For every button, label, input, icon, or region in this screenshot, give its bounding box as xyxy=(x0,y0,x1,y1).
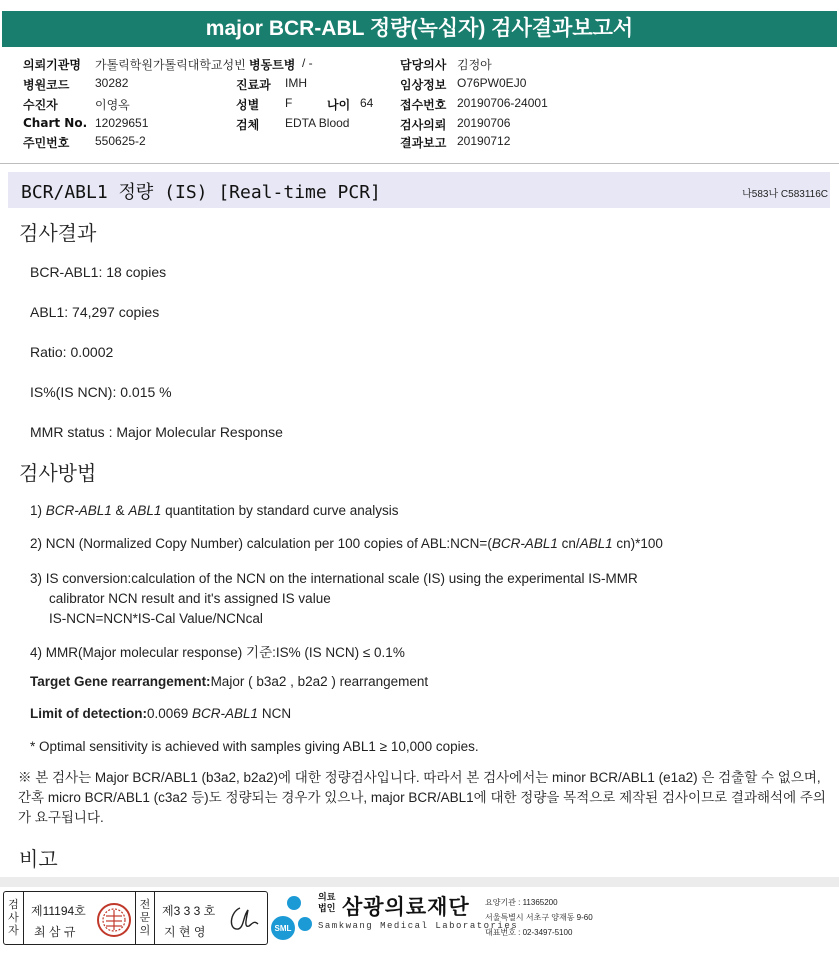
logo-text: SML xyxy=(274,924,292,933)
ward-label: 병동트병 xyxy=(249,58,296,72)
lab-prefix: 의료법인 xyxy=(318,893,336,914)
collector-label: 수진자 xyxy=(23,98,58,112)
resident-no-value: 550625-2 xyxy=(95,134,146,148)
sensitivity-note: * Optimal sensitivity is achieved with samples giving ABL1 ≥ 10,000 copies. xyxy=(30,739,479,754)
specialist-license-no: 제3 3 3 호 xyxy=(162,904,216,918)
dept-label: 진료과 xyxy=(236,78,271,92)
method-item-1: 1) BCR-ABL1 & ABL1 quantitation by standard curve analysis xyxy=(30,503,399,518)
resident-no-label: 주민번호 xyxy=(23,136,70,150)
institution-code: 요양기관 : 11365200 xyxy=(485,898,558,907)
report-date-label: 결과보고 xyxy=(400,136,447,150)
method-item-2: 2) NCN (Normalized Copy Number) calculation per 100 copies of ABL:NCN=(BCR-ABL1 cn/ABL1 cn)*100 xyxy=(30,536,663,551)
result-line: Ratio: 0.0002 xyxy=(30,344,114,360)
hospital-code-value: 30282 xyxy=(95,76,129,90)
request-date-label: 검사의뢰 xyxy=(400,118,447,132)
age-label: 나이 xyxy=(327,98,351,112)
examiner-license-no: 제11194호 xyxy=(31,904,86,918)
specimen-value: EDTA Blood xyxy=(285,116,350,130)
report-date-value: 20190712 xyxy=(457,134,511,148)
test-name: BCR/ABL1 정량 (IS) [Real-time PCR] xyxy=(21,182,381,203)
footer-band xyxy=(0,877,839,887)
examiner-label: 검사자 xyxy=(4,892,24,944)
test-code: 나583나 C583116C xyxy=(742,189,828,200)
doctor-label: 담당의사 xyxy=(400,58,447,72)
signature-icon xyxy=(226,902,262,936)
institution-value: 가톨릭학원가톨릭대학교성빈 xyxy=(95,58,246,72)
sex-label: 성별 xyxy=(236,98,260,112)
result-line: IS%(IS NCN): 0.015 % xyxy=(30,384,172,400)
dept-value: IMH xyxy=(285,76,307,90)
method-item-3: 3) IS conversion:calculation of the NCN on the international scale (IS) using the experimental IS-MMR calibrator NCN result and it's assigned IS value IS-NCN=NCN*IS-Cal Value/NCNcal xyxy=(30,571,638,626)
signature-box xyxy=(3,891,268,945)
method-item-4: 4) MMR(Major molecular response) 기준:IS% (IS NCN) ≤ 0.1% xyxy=(30,645,405,660)
patient-info xyxy=(23,56,823,154)
method-heading: 검사방법 xyxy=(19,461,97,485)
lab-name-en: Samkwang Medical Laboratories xyxy=(318,921,519,931)
collector-value: 이영옥 xyxy=(95,98,130,112)
hospital-code-label: 병원코드 xyxy=(23,78,70,92)
specimen-label: 검체 xyxy=(236,118,260,132)
clinical-info-value: O76PW0EJ0 xyxy=(457,76,527,90)
age-value: 64 xyxy=(360,96,374,110)
remarks-heading: 비고 xyxy=(19,847,58,871)
specialist-name: 지 현 영 xyxy=(164,925,206,939)
specialist-label: 전문의 xyxy=(135,892,155,944)
result-line: MMR status : Major Molecular Response xyxy=(30,424,283,440)
lab-address: 서울특별시 서초구 양재동 9-60 xyxy=(485,913,593,922)
request-date-value: 20190706 xyxy=(457,116,511,130)
report-title: major BCR-ABL 정량(녹십자) 검사결과보고서 xyxy=(2,11,837,47)
official-seal-icon xyxy=(96,902,132,938)
method-notice: ※ 본 검사는 Major BCR/ABL1 (b3a2, b2a2)에 대한 정량검사입니다. 따라서 본 검사에서는 minor BCR/ABL1 (e1a2) 은 검출할 수 없으며, 간혹 micro BCR/ABL1 (c3a2 등)도 정량되는 경우가 있으나, major BCR/ABL1에 대한 정량을 목적으로 제작된 검사이므로 결과해석에 주의가 요구됩니다. xyxy=(18,770,826,825)
lab-name: 삼광의료재단 xyxy=(342,895,470,919)
lab-contact xyxy=(485,895,593,940)
result-line: ABL1: 74,297 copies xyxy=(30,304,160,320)
sex-value: F xyxy=(285,96,293,110)
chart-no-label: Chart No. xyxy=(23,116,88,130)
doctor-value: 김정아 xyxy=(457,58,492,72)
target-gene: Target Gene rearrangement:Major ( b3a2 , b2a2 ) rearrangement xyxy=(30,674,429,689)
ward-value: / - xyxy=(302,56,313,70)
chart-no-value: 12029651 xyxy=(95,116,149,130)
receipt-no-label: 접수번호 xyxy=(400,98,447,112)
sml-logo-icon xyxy=(270,894,316,940)
divider xyxy=(0,163,839,164)
limit-of-detection: Limit of detection:0.0069 BCR-ABL1 NCN xyxy=(30,706,292,721)
examiner-name: 최 삼 규 xyxy=(34,925,76,939)
result-line: BCR-ABL1: 18 copies xyxy=(30,264,167,280)
test-header xyxy=(8,172,830,208)
lab-phone: 대표번호 : 02-3497-5100 xyxy=(485,928,573,937)
institution-label: 의뢰기관명 xyxy=(23,58,81,72)
results-heading: 검사결과 xyxy=(19,221,97,245)
clinical-info-label: 임상정보 xyxy=(400,78,447,92)
receipt-no-value: 20190706-24001 xyxy=(457,96,548,110)
